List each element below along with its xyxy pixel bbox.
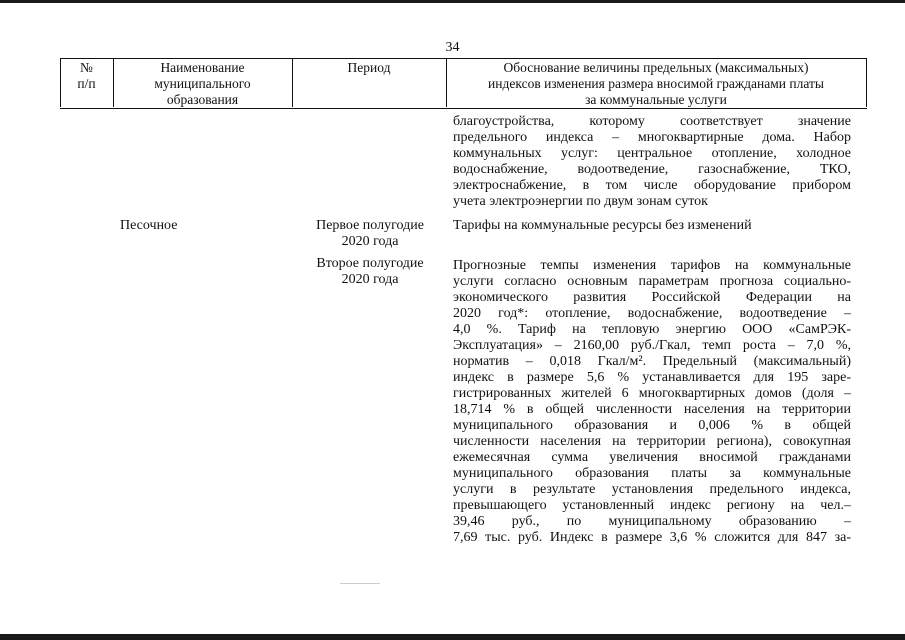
text-line: муниципального образования и 0,006 % в общей [453,418,851,433]
header-municipality [113,60,292,108]
text-line: Эксплуатация» – 2160,00 руб./Гкал, темп роста – 7,0 %, [453,338,851,353]
text-line: численности населения на территории региона), совокупная [453,434,851,449]
text-line: 18,714 % в общей численности населения на территории [453,402,851,417]
text-line: экономического развития Российской Федерации на [453,290,851,305]
period-first-half [300,218,440,250]
header-municipality-line3: образования [166,92,239,107]
text-line: превышающего установленный индекс региону на чел.– [453,498,851,513]
text-line: учета электроэнергии по двум зонам суток [453,194,708,209]
second-half-justification [453,258,851,546]
period-second-half [300,256,440,288]
text-line: электроснабжение, в том числе оборудование прибором [453,178,851,193]
text-line: предельного индекса – многоквартирные дома. Набор [453,130,851,145]
header-justification-line2: индексов изменения размера вносимой гражданами платы [488,76,824,91]
header-period [292,60,446,76]
top-border [0,0,905,3]
period-second-half-line2: 2020 года [341,272,399,287]
header-number-line1: № [80,60,93,75]
text-line: 2020 год*: отопление, водоснабжение, водоотведение – [453,306,851,321]
text-line: муниципального образования платы за коммунальные [453,466,851,481]
header-justification-line3: за коммунальные услуги [585,92,727,107]
first-half-justification [453,218,851,234]
text-line: норматив – 0,018 Гкал/м². Предельный (максимальный) [453,354,851,369]
scan-artifact [340,583,380,584]
text-line: услуги в результате установления предельного индекса, [453,482,851,497]
header-justification [446,60,866,108]
header-municipality-line1: Наименование [160,60,245,75]
text-line: 7,69 тыс. руб. Индекс в размере 3,6 % сложится для 847 за- [453,530,851,545]
text-line: коммунальных услуг: центральное отопление, холодное [453,146,851,161]
text-line: индекс в размере 5,6 % устанавливается для 195 заре- [453,370,851,385]
header-justification-line1: Обоснование величины предельных (максимальных) [503,60,809,75]
text-line: 39,46 руб., по муниципальному образованию – [453,514,851,529]
continuation-text [453,114,851,210]
header-number [60,60,113,92]
municipality-name: Песочное [120,218,178,233]
text-line: гистрированных жителей 6 многоквартирных домов (доля – [453,386,851,401]
text-line: Прогнозные темпы изменения тарифов на коммунальные [453,258,851,273]
period-first-half-line2: 2020 года [341,234,399,249]
text-line: ежемесячная сумма увеличения вносимой гражданами [453,450,851,465]
bottom-border [0,634,905,640]
text-line: 4,0 %. Тариф на тепловую энергию ООО «СамРЭК- [453,322,851,337]
page-number: 34 [445,40,460,55]
header-number-line2: п/п [77,76,96,91]
first-half-text: Тарифы на коммунальные ресурсы без изменений [453,218,752,233]
table-border-right [866,58,867,107]
header-period-line1: Период [347,60,391,75]
period-second-half-line1: Второе полугодие [316,256,424,271]
text-line: водоснабжение, водоотведение, газоснабжение, ТКО, [453,162,851,177]
text-line: услуги согласно основным параметрам прогноза социально- [453,274,851,289]
text-line: благоустройства, которому соответствует значение [453,114,851,129]
header-municipality-line2: муниципального [154,76,251,91]
period-first-half-line1: Первое полугодие [316,218,424,233]
